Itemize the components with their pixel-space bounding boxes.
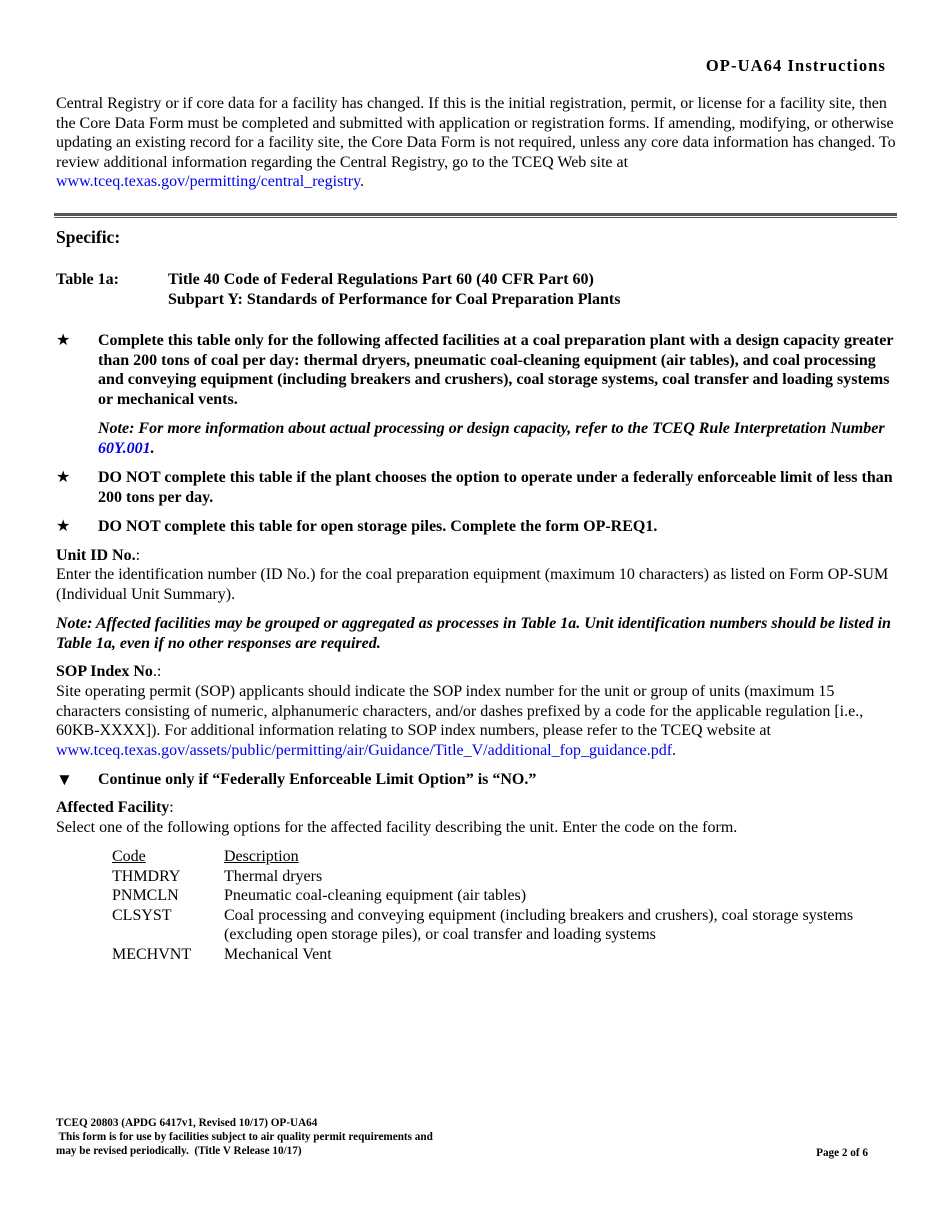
code-cell: CLSYST	[112, 906, 172, 924]
footer-line2: This form is for use by facilities subject to air quality permit requirements and	[56, 1131, 433, 1144]
footer-line1: TCEQ 20803 (APDG 6417v1, Revised 10/17) OP-UA64	[56, 1117, 318, 1129]
unit-id-heading-label: Unit ID No.	[56, 547, 136, 564]
sop-index-colon: .:	[152, 663, 162, 680]
affected-facility-colon: :	[169, 799, 174, 816]
triangle-down-icon: ▼	[56, 770, 73, 789]
unit-id-heading	[56, 546, 140, 566]
sop-index-heading-label: SOP Index No	[56, 663, 153, 680]
fop-guidance-link[interactable]: www.tceq.texas.gov/assets/public/permitting/air/Guidance/Title_V/additional_fop_guidance.pdf	[56, 741, 673, 759]
description-cell: Coal processing and conveying equipment (including breakers and crushers), coal storage systems (excluding open storage piles), or coal transfer and loading systems	[224, 906, 854, 944]
sop-index-description	[56, 682, 901, 760]
sop-index-end: .	[672, 741, 677, 759]
code-table-header	[112, 847, 872, 867]
code-column-header: Code	[112, 848, 146, 865]
intro-paragraph	[56, 94, 901, 192]
table-row	[112, 906, 872, 945]
code-cell: MECHVNT	[112, 945, 192, 963]
page-number: Page 2 of 6	[816, 1147, 868, 1159]
section-divider	[54, 213, 897, 218]
continue-condition	[56, 770, 901, 790]
bullet-text: DO NOT complete this table if the plant chooses the option to operate under a federally enforceable limit of less than 200 tons per day.	[98, 469, 893, 506]
bullet-item	[56, 517, 901, 537]
table-row	[112, 886, 872, 906]
description-cell: Pneumatic coal-cleaning equipment (air tables)	[224, 887, 527, 905]
note1-text: Note: For more information about actual processing or design capacity, refer to the TCEQ Rule Interpretation Number	[98, 420, 885, 437]
note-grouped-facilities: Note: Affected facilities may be grouped or aggregated as processes in Table 1a. Unit identification numbers should be listed in Table 1a, even if no other responses are required.	[56, 615, 891, 652]
footer-form-info	[56, 1116, 433, 1159]
star-icon: ★	[56, 332, 71, 349]
sop-index-text: Site operating permit (SOP) applicants should indicate the SOP index number for the unit or group of units (maximum 15 characters consisting of numeric, alphanumeric characters, and/or dashes prefixed by a code for the applicable regulation [i.e., 60KB-XXXX]). For additional information relating to SOP index numbers, please refer to the TCEQ website at	[56, 683, 864, 740]
unit-id-description: Enter the identification number (ID No.) for the coal preparation equipment (maximum 10 characters) as listed on Form OP-SUM (Individual Unit Summary).	[56, 566, 889, 603]
intro-end: .	[360, 173, 365, 191]
affected-facility-heading-label: Affected Facility	[56, 799, 170, 816]
rule-interpretation-link[interactable]: 60Y.001	[98, 439, 151, 457]
footer-line3: may be revised periodically. (Title V Release 10/17)	[56, 1145, 302, 1158]
affected-facility-description: Select one of the following options for the affected facility describing the unit. Enter the code on the form.	[56, 819, 738, 836]
star-icon: ★	[56, 469, 71, 486]
sop-index-heading	[56, 662, 161, 682]
description-cell: Mechanical Vent	[224, 945, 332, 963]
continue-text: Continue only if “Federally Enforceable Limit Option” is “NO.”	[98, 771, 537, 788]
code-cell: THMDRY	[112, 867, 181, 885]
specific-heading: Specific:	[56, 227, 121, 247]
star-icon: ★	[56, 518, 71, 535]
description-cell: Thermal dryers	[224, 867, 323, 885]
table-title-line1: Title 40 Code of Federal Regulations Part 60 (40 CFR Part 60)	[168, 271, 594, 288]
table-row	[112, 945, 872, 965]
description-column-header: Description	[224, 848, 299, 865]
code-table	[112, 847, 872, 965]
page-header-title: OP-UA64 Instructions	[705, 56, 886, 75]
central-registry-link[interactable]: www.tceq.texas.gov/permitting/central_registry	[56, 173, 361, 191]
table-row	[112, 867, 872, 887]
table-title-line2: Subpart Y: Standards of Performance for Coal Preparation Plants	[168, 290, 621, 308]
intro-text: Central Registry or if core data for a facility has changed. If this is the initial registration, permit, or license for a facility site, then the Core Data Form must be completed and submitted with application or registration forms. If amending, modifying, or otherwise updating an existing record for a facility site, the Core Data Form is not required, unless any core data information has changed. To review additional information regarding the Central Registry, go to the TCEQ Web site at	[56, 95, 896, 171]
affected-facility-heading	[56, 798, 174, 818]
note1-end: .	[150, 439, 155, 457]
bullet-text: DO NOT complete this table for open storage piles. Complete the form OP-REQ1.	[98, 518, 658, 535]
unit-id-colon: :	[135, 547, 141, 564]
note-processing-capacity	[98, 419, 898, 458]
table-title	[168, 270, 620, 309]
bullet-item	[56, 468, 901, 507]
table-label: Table 1a:	[56, 271, 119, 288]
bullet-item	[56, 331, 901, 409]
bullet-text: Complete this table only for the following affected facilities at a coal preparation plant with a design capacity greater than 200 tons of coal per day: thermal dryers, pneumatic coal-cleaning equipment (air tables), and coal processing and conveying equipment (including breakers and crushers), coal storage systems, coal transfer and loading systems or mechanical vents.	[98, 332, 894, 408]
code-cell: PNMCLN	[112, 887, 179, 905]
